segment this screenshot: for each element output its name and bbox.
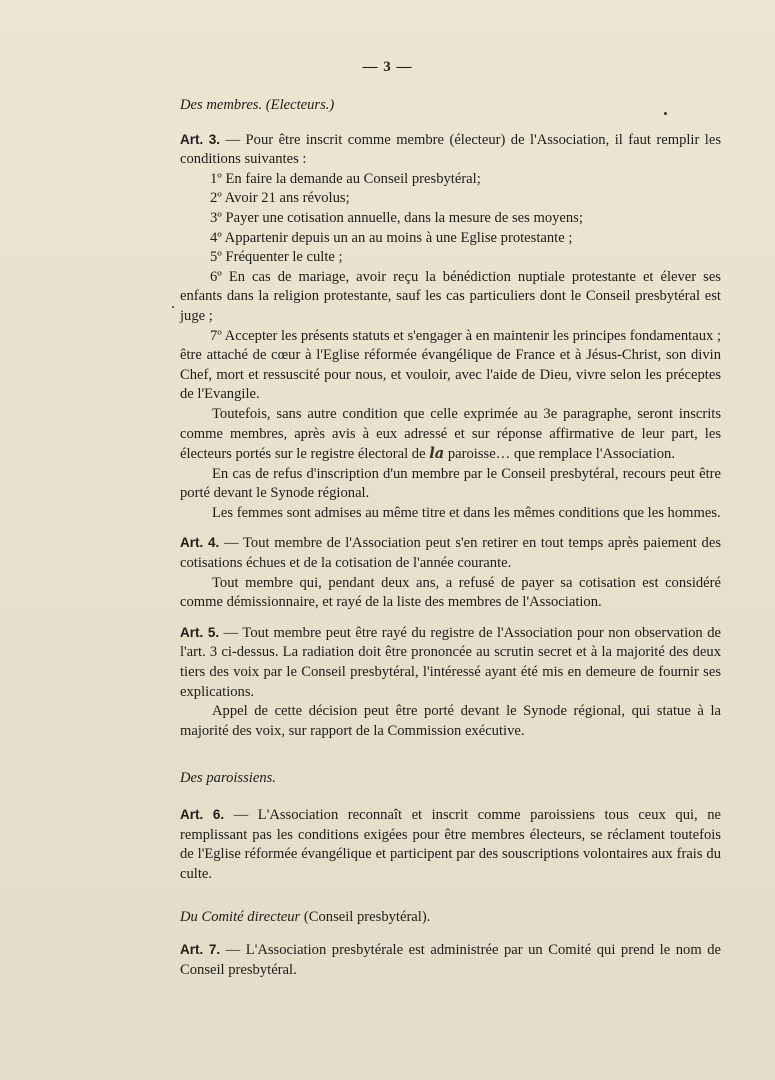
paragraph-demission: Tout membre qui, pendant deux ans, a refusé de payer sa cotisation est considéré comme démissionnaire, et rayé de la liste des membres de l'Association.: [180, 574, 721, 611]
section-heading-title: Du Comité directeur: [180, 909, 301, 926]
condition-item: 6º En cas de mariage, avoir reçu la bénédiction nuptiale protestante et élever ses enfants dans la religion protestante, sauf les cas particuliers dont le Conseil presbytéral est juge ;: [180, 268, 721, 324]
paragraph-refus: En cas de refus d'inscription d'un membre par le Conseil presbytéral, recours peut être porté devant le Synode régional.: [180, 465, 721, 502]
condition-item: 1º En faire la demande au Conseil presbytéral;: [210, 170, 481, 187]
condition-item: 2º Avoir 21 ans révolus;: [210, 190, 350, 207]
article-text: — L'Association reconnaît et inscrit comme paroissiens tous ceux qui, ne remplissant pas les conditions exigées pour être membres électeurs, se réclament toutefois de l'Eglise réformée évangélique et participent par des souscriptions volontaires aux frais du culte.: [180, 807, 721, 882]
section-heading-comite: [180, 908, 721, 928]
article-5: [180, 623, 721, 702]
section-heading-subtitle: (Conseil presbytéral).: [303, 909, 431, 926]
ink-speck: [172, 306, 174, 308]
article-text: — L'Association presbytérale est administrée par un Comité qui prend le nom de Conseil presbytéral.: [180, 941, 721, 978]
paragraph-text: paroisse… que remplace l'Association.: [447, 446, 676, 463]
article-4: [180, 533, 721, 573]
article-text: — Tout membre peut être rayé du registre de l'Association pour non observation de l'art. 3 ci-dessus. La radiation doit être prononcée au scrutin secret et à la majorité des deux tiers des voix par le Conseil presbytéral, l'intéressé ayant été mis en demeure de fournir ses explications.: [180, 624, 721, 700]
article-3: [180, 130, 721, 170]
article-label: Art. 6.: [180, 807, 225, 822]
document-body: [180, 96, 721, 980]
article-text: — Tout membre de l'Association peut s'en retirer en tout temps après paiement des cotisations échues et de la cotisation de l'année courante.: [180, 535, 722, 572]
article-label: Art. 5.: [180, 624, 220, 640]
article-label: Art. 3.: [180, 131, 221, 147]
section-heading-paroissiens: Des paroissiens.: [180, 770, 276, 787]
condition-item: 4º Appartenir depuis un an au moins à une Eglise protestante ;: [210, 229, 573, 246]
article-label: Art. 7.: [180, 941, 221, 957]
condition-item: 5º Fréquenter le culte ;: [210, 249, 343, 266]
paragraph-femmes: Les femmes sont admises au même titre et dans les mêmes conditions que les hommes.: [212, 504, 721, 521]
section-heading-subtitle: (Electeurs.): [265, 97, 335, 113]
paragraph-text: Toutefois, sans autre condition que celle exprimée au 3e paragraphe, seront inscrits comme membres, après avis à eux adressé et sur réponse affirmative de leur part, les électeurs portés sur le registre électoral de: [180, 405, 721, 463]
section-heading-title: Des membres.: [180, 97, 263, 113]
paragraph-toutefois: [180, 405, 721, 465]
paragraph-appel: Appel de cette décision peut être porté devant le Synode régional, qui statue à la majorité des voix, sur rapport de la Commission exécutive.: [180, 703, 721, 739]
article-6: [180, 805, 721, 884]
article-7: [180, 940, 721, 980]
handwritten-insertion: la: [429, 445, 445, 463]
section-heading-membres: [180, 96, 721, 116]
page-number: — 3 —: [362, 59, 413, 75]
condition-item: 3º Payer une cotisation annuelle, dans la mesure de ses moyens;: [210, 209, 583, 226]
condition-item: 7º Accepter les présents statuts et s'engager à en maintenir les principes fondamentaux ; être attaché de cœur à l'Eglise réformée évangélique de France et à Jésus-Christ, son divin Chef, mort et ressuscité pour nous, et vouloir, avec l'aide de Dieu, vivre selon les préceptes de l'Evangile.: [180, 327, 721, 403]
article-text: — Pour être inscrit comme membre (électeur) de l'Association, il faut remplir les conditions suivantes :: [180, 131, 721, 168]
article-label: Art. 4.: [180, 535, 220, 551]
